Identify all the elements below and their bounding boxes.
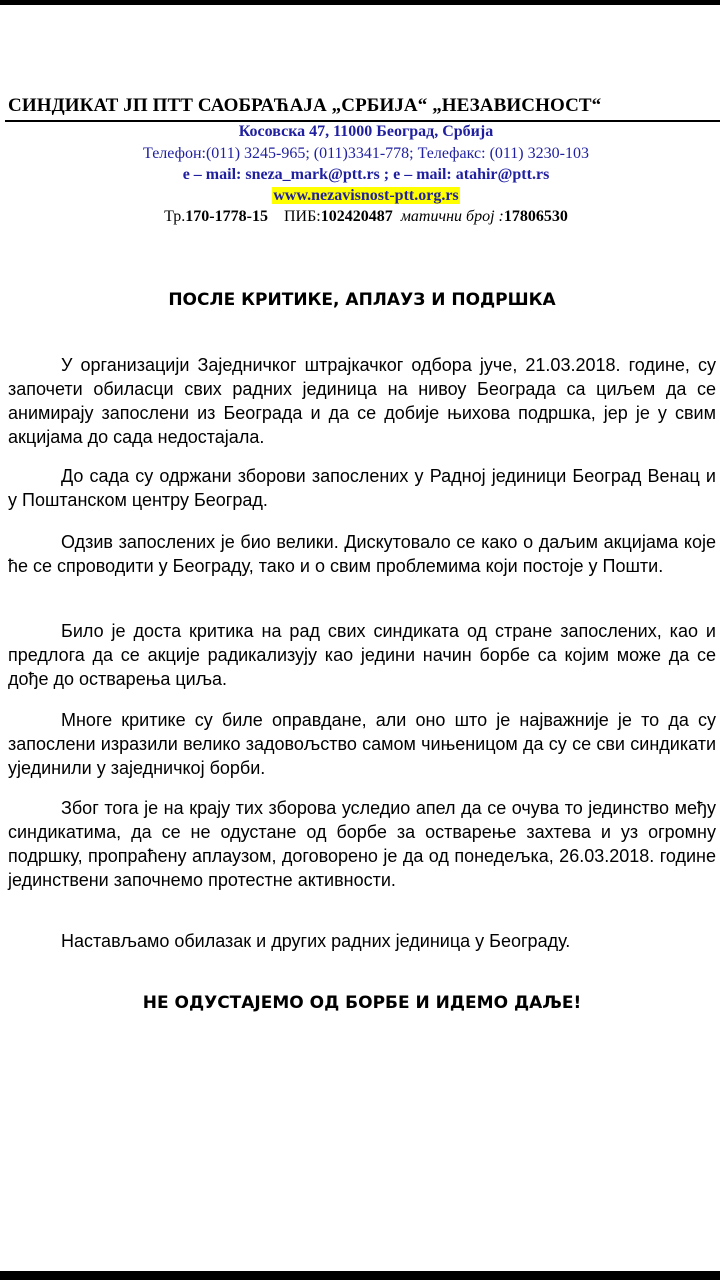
body-paragraph: Многе критике су биле оправдане, али оно што је најважније је то да су запослени изразили велико задовољство самом чињеницом да су се сви синдикати ујединили у заједничкој борби.	[8, 710, 716, 778]
pib-label: ПИБ:	[283, 208, 321, 225]
contact-emails[interactable]: e – mail: sneza_mark@ptt.rs ; e – mail: atahir@ptt.rs	[182, 166, 550, 183]
registry-label: матични број :	[400, 208, 504, 225]
organization-name: СИНДИКАТ ЈП ПТТ САОБРАЋАЈА „СРБИЈА“ „НЕЗАВИСНОСТ“	[8, 95, 602, 116]
body-paragraph: У организацији Заједничког штрајкачког одбора јуче, 21.03.2018. године, су започети обиласци свих радних јединица на нивоу Београда са циљем да се анимирају запослени из Београда и да се добије њихова подршка, јер је у свим акцијама до сада недостајала.	[8, 355, 716, 447]
account-number: 170-1778-15	[185, 208, 268, 225]
contact-phones: Телефон:(011) 3245-965; (011)3341-778; Телефакс: (011) 3230-103	[143, 145, 589, 162]
document-title: ПОСЛЕ КРИТИКЕ, АПЛАУЗ И ПОДРШКА	[168, 290, 556, 310]
body-paragraph: Настављамо обилазак и других радних јединица у Београду.	[61, 931, 571, 951]
registry-number: 17806530	[503, 208, 568, 225]
header-divider	[5, 120, 720, 122]
account-label: Тр.	[164, 208, 186, 225]
registration-ids	[0, 208, 720, 226]
website-link[interactable]: www.nezavisnost-ptt.org.rs	[273, 187, 459, 204]
organization-address: Косовска 47, 11000 Београд, Србија	[238, 123, 494, 140]
closing-slogan: НЕ ОДУСТАЈЕМО ОД БОРБЕ И ИДЕМО ДАЉЕ!	[142, 993, 582, 1013]
pib-number: 102420487	[320, 208, 393, 225]
body-paragraph: Било је доста критика на рад свих синдиката од стране запослених, као и предлога да се акције радикализују као једини начин борбе са којим може да се дође до остварења циља.	[8, 621, 716, 689]
body-paragraph: Због тога је на крају тих зборова уследио апел да се очува то јединство међу синдикатима, да се не одустане од борбе за остварење захтева и уз огромну подршку, пропраћену аплаузом, договорено је да од понедељка, 26.03.2018. године јединствени започнемо протестне активности.	[8, 798, 716, 890]
website-link-row	[0, 187, 720, 205]
body-paragraph: До сада су одржани зборови запослених у Радној јединици Београд Венац и у Поштанском центру Београд.	[8, 466, 716, 510]
body-paragraph: Одзив запослених је био велики. Дискутовало се како о даљим акцијама које ће се спроводити у Београду, тако и о свим проблемима који постоје у Пошти.	[8, 532, 716, 576]
document-page	[0, 5, 720, 1271]
